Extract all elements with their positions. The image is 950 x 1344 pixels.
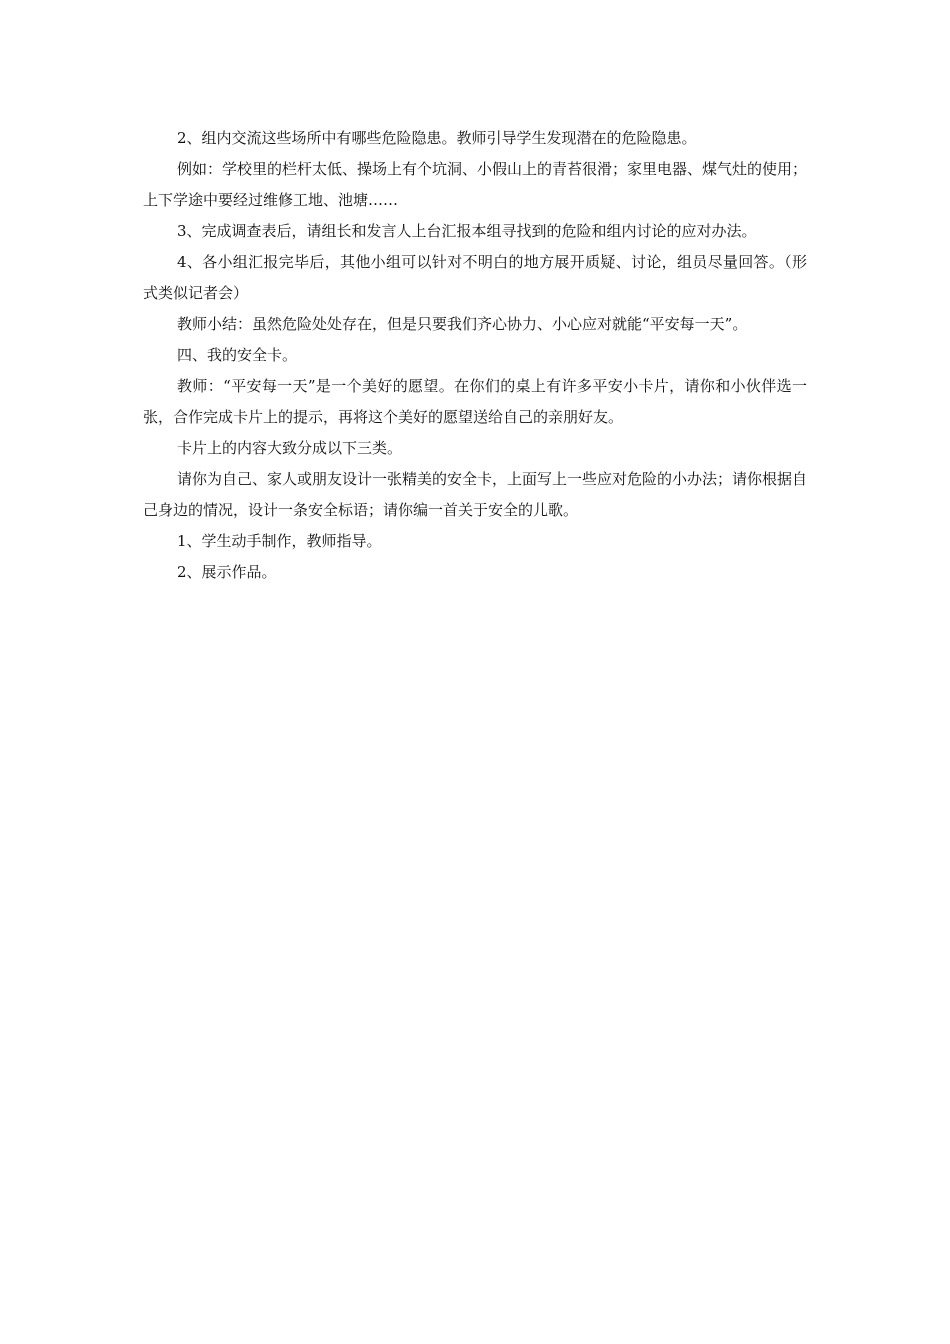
paragraph-activity-1: 1、学生动手制作，教师指导。 bbox=[177, 532, 382, 550]
section-heading-safety-card: 四、我的安全卡。 bbox=[177, 346, 298, 364]
paragraph-step-4: 4、各小组汇报完毕后，其他小组可以针对不明白的地方展开质疑、讨论，组员尽量回答。（形式类似记者会） bbox=[143, 253, 807, 302]
paragraph-activity-2: 2、展示作品。 bbox=[177, 563, 277, 581]
paragraph-card-categories: 卡片上的内容大致分成以下三类。 bbox=[177, 439, 403, 457]
paragraph-step-3: 3、完成调查表后，请组长和发言人上台汇报本组寻找到的危险和组内讨论的应对办法。 bbox=[177, 222, 757, 240]
paragraph-teacher-summary: 教师小结：虽然危险处处存在，但是只要我们齐心协力、小心应对就能“平安每一天”。 bbox=[177, 315, 748, 333]
paragraph-step-2: 2、组内交流这些场所中有哪些危险隐患。教师引导学生发现潜在的危险隐患。 bbox=[177, 129, 697, 147]
paragraph-example: 例如：学校里的栏杆太低、操场上有个坑洞、小假山上的青苔很滑；家里电器、煤气灶的使用；上下学途中要经过维修工地、池塘…… bbox=[143, 160, 808, 209]
paragraph-card-tasks: 请你为自己、家人或朋友设计一张精美的安全卡，上面写上一些应对危险的小办法；请你根据自己身边的情况，设计一条安全标语；请你编一首关于安全的儿歌。 bbox=[143, 470, 808, 519]
document-body bbox=[143, 123, 807, 588]
paragraph-teacher-instruction: 教师：“平安每一天”是一个美好的愿望。在你们的桌上有许多平安小卡片，请你和小伙伴选一张，合作完成卡片上的提示，再将这个美好的愿望送给自己的亲朋好友。 bbox=[143, 377, 807, 426]
